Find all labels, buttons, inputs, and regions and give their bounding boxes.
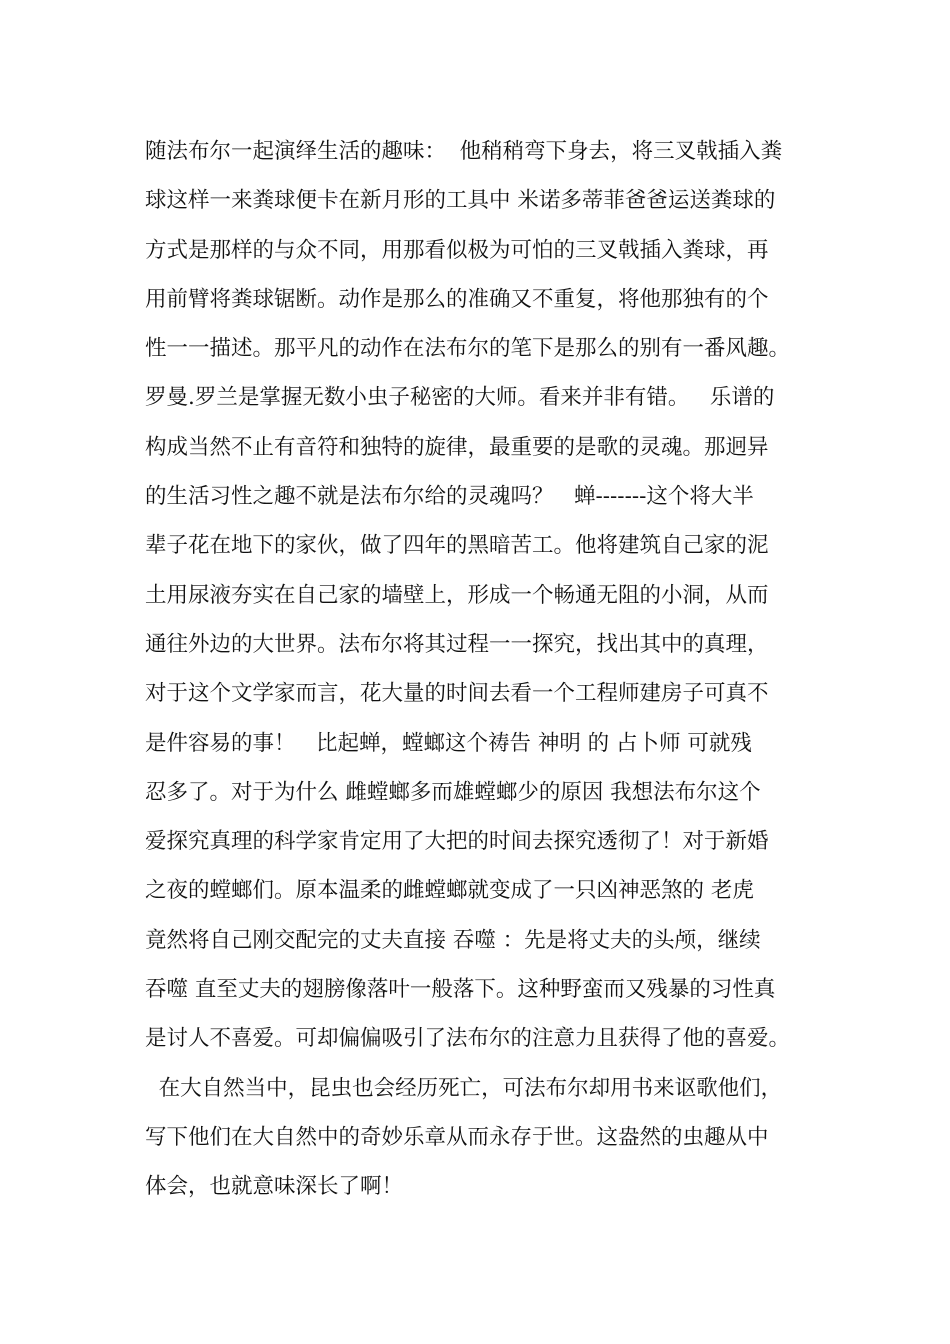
text-line-13: 是件容易的事！ 比起蝉，螳螂这个祷告 神明 的 占卜师 可就残 [145,730,752,756]
text-line-16: 之夜的螳螂们。原本温柔的雌螳螂就变成了一只凶神恶煞的 老虎 [145,878,754,904]
text-line-8: 的生活习性之趣不就是法布尔给的灵魂吗？ 蝉-------这个将大半 [145,484,754,510]
text-line-17: 竟然将自己刚交配完的丈夫直接 吞噬 ：先是将丈夫的头颅，继续 [145,927,761,953]
text-line-2: 球这样一来粪球便卡在新月形的工具中 米诺多蒂菲爸爸运送粪球的 [145,188,776,214]
text-line-4: 用前臂将粪球锯断。动作是那么的准确又不重复，将他那独有的个 [145,286,769,312]
text-line-11: 通往外边的大世界。法布尔将其过程一一探究，找出其中的真理， [145,631,769,657]
text-line-19: 是讨人不喜爱。可却偏偏吸引了法布尔的注意力且获得了他的喜爱。 [145,1026,791,1052]
text-line-3: 方式是那样的与众不同，用那看似极为可怕的三叉戟插入粪球，再 [145,237,769,263]
text-line-1: 随法布尔一起演绎生活的趣味： 他稍稍弯下身去，将三叉戟插入粪 [145,139,783,164]
text-line-7: 构成当然不止有音符和独特的旋律，最重要的是歌的灵魂。那迥异 [145,434,769,460]
body-text [145,134,845,1219]
text-line-21: 写下他们在大自然中的奇妙乐章从而永存于世。这盎然的虫趣从中 [145,1124,769,1150]
text-line-10: 土用尿液夯实在自己家的墙壁上，形成一个畅通无阻的小洞，从而 [145,582,769,608]
text-line-18: 吞噬 直至丈夫的翅膀像落叶一般落下。这种野蛮而又残暴的习性真 [145,977,776,1003]
text-line-14: 忍多了。对于为什么 雌螳螂多而雄螳螂少的原因 我想法布尔这个 [145,779,761,805]
text-line-12: 对于这个文学家而言，花大量的时间去看一个工程师建房子可真不 [145,681,769,707]
text-line-15: 爱探究真理的科学家肯定用了大把的时间去探究透彻了！对于新婚 [145,829,769,855]
text-line-9: 辈子花在地下的家伙，做了四年的黑暗苦工。他将建筑自己家的泥 [145,533,769,559]
text-line-20: 在大自然当中，昆虫也会经历死亡，可法布尔却用书来讴歌他们， [145,1075,783,1101]
text-line-5: 性一一描述。那平凡的动作在法布尔的笔下是那么的别有一番风趣。 [145,336,791,362]
text-line-22: 体会，也就意味深长了啊！ [145,1174,404,1200]
text-line-6: 罗曼.罗兰是掌握无数小虫子秘密的大师。看来并非有错。 乐谱的 [145,385,775,411]
